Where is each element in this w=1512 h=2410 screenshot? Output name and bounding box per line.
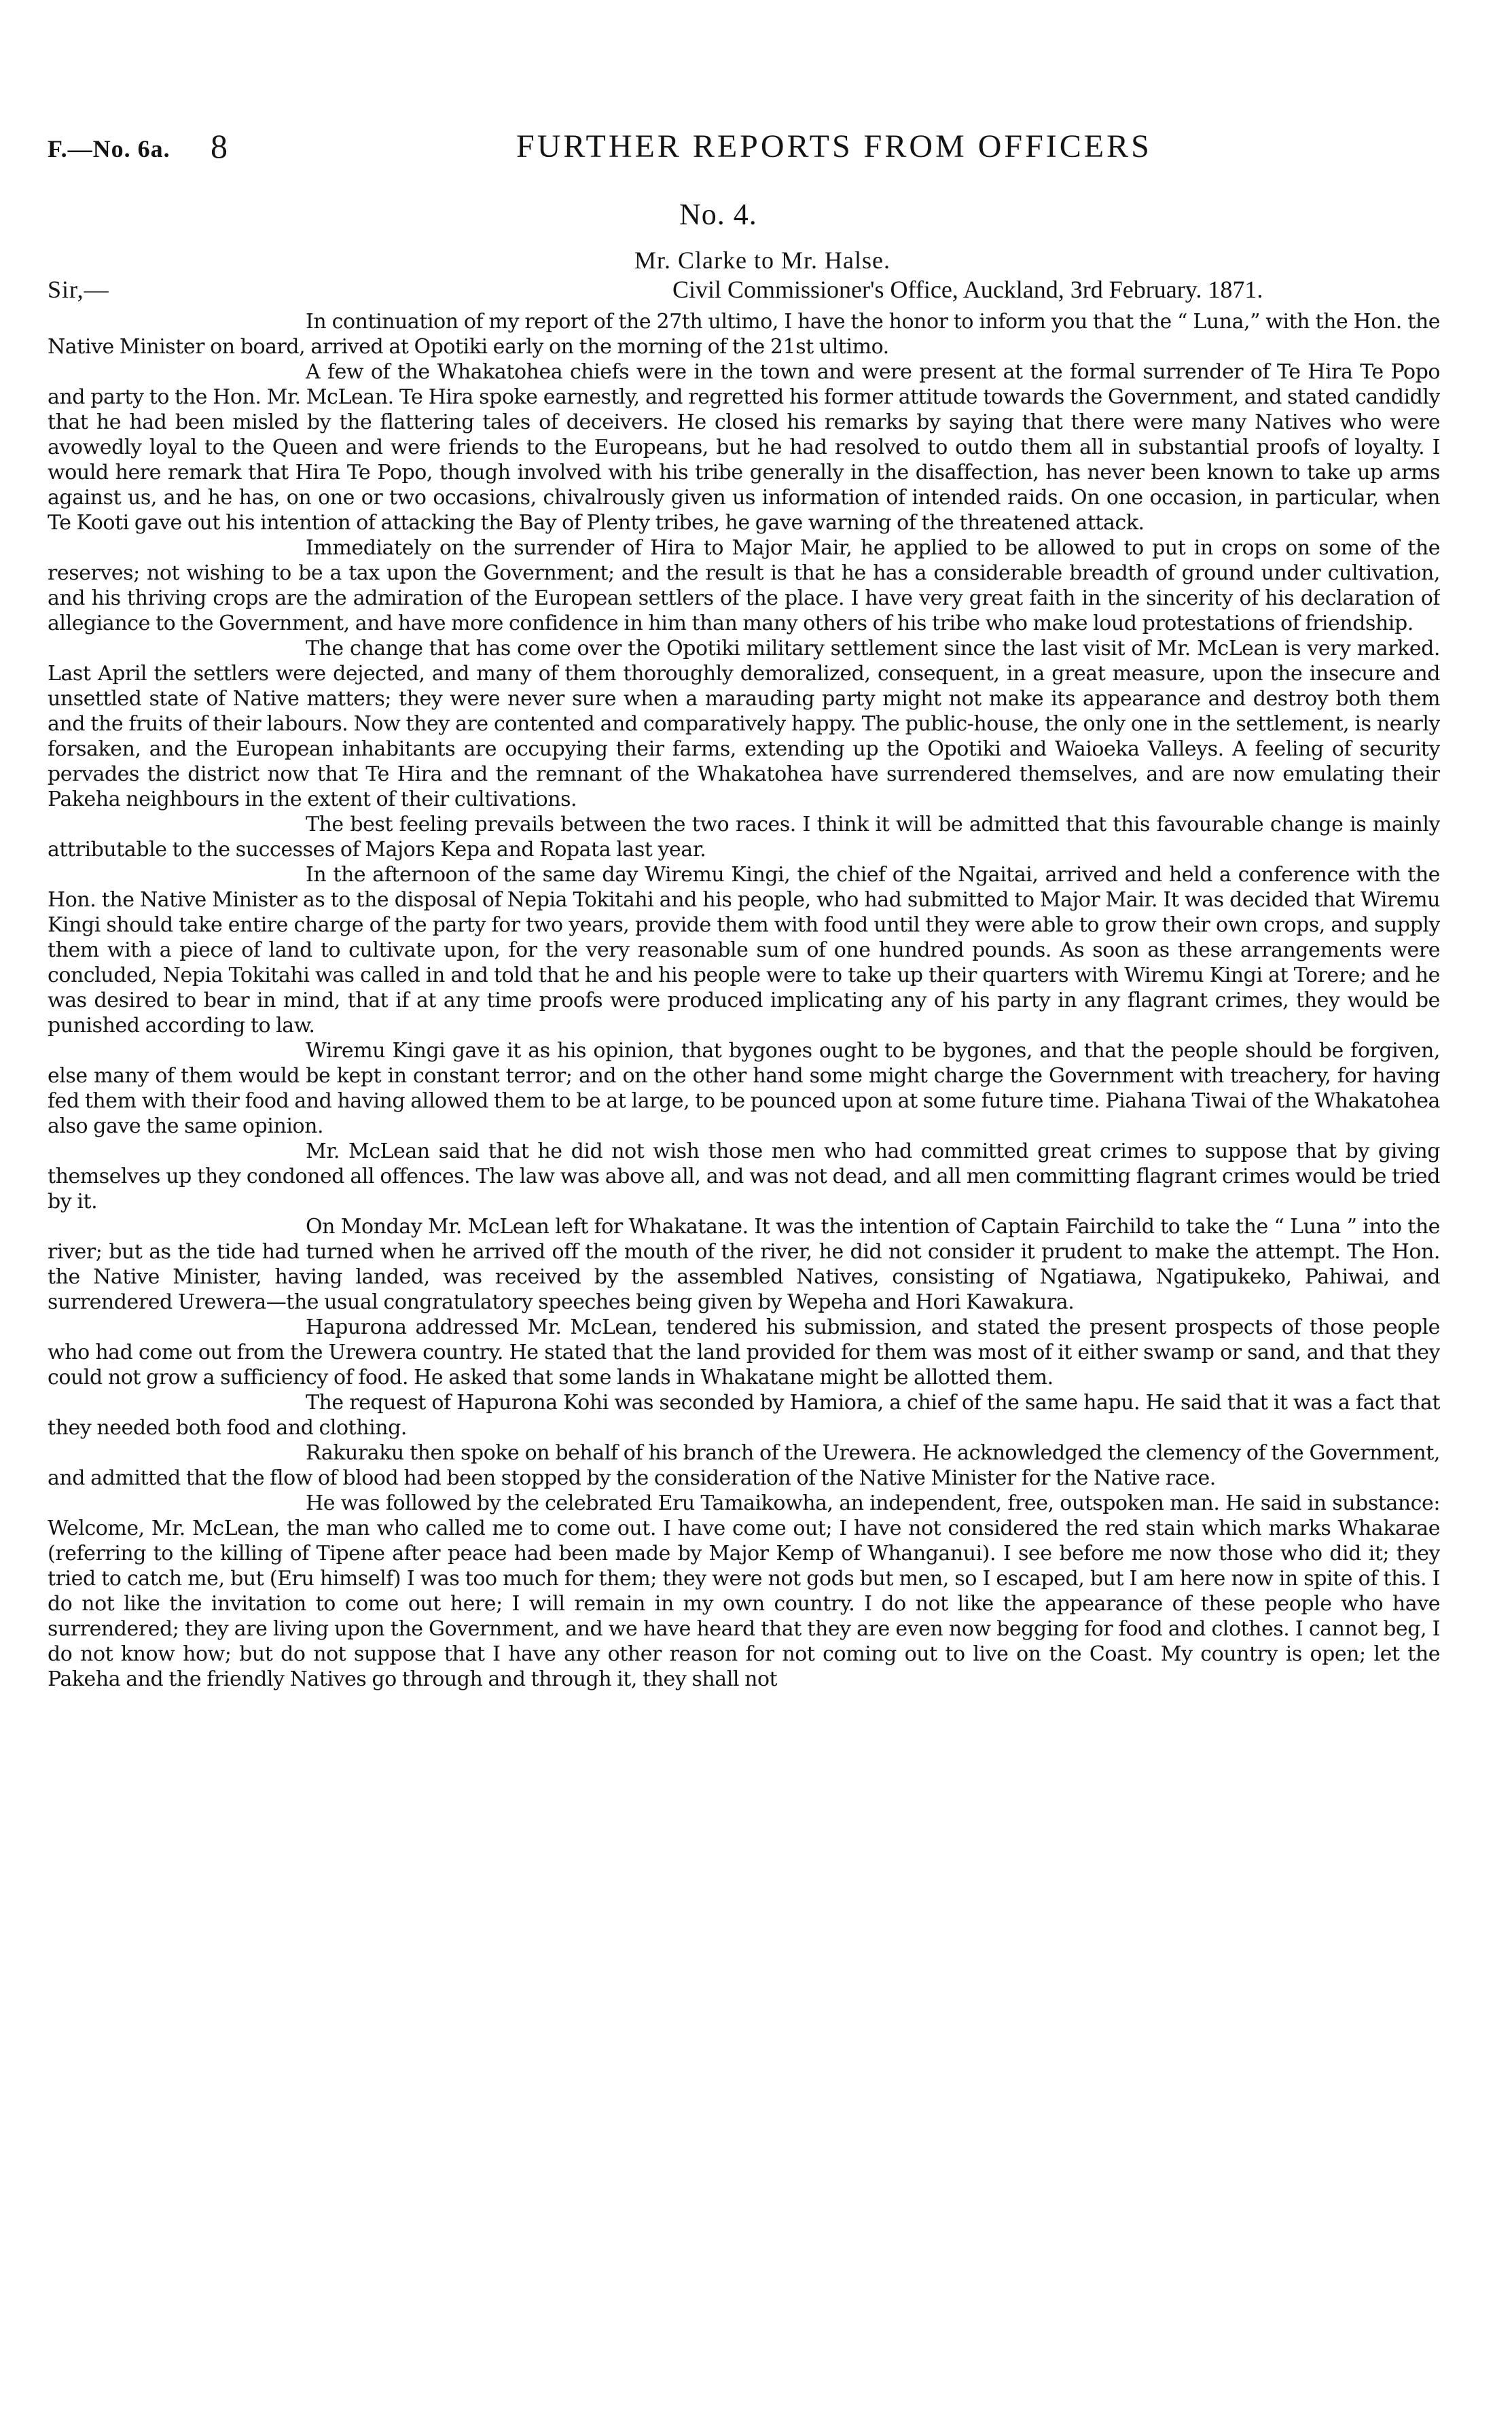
paragraph: In the afternoon of the same day Wiremu Kingi, the chief of the Ngaitai, arrived and held a conference with the Hon. the Native Minister as to the disposal of Nepia Tokitahi and his people, who had submitted to Major Mair. It was decided that Wiremu Kingi should take entire charge of the party for two years, provide them with food until they were able to grow their own crops, and supply them with a piece of land to cultivate upon, for the very reasonable sum of one hundred pounds. As soon as these arrangements were concluded, Nepia Tokitahi was called in and told that he and his people were to take up their quarters with Wiremu Kingi at Torere; and he was desired to bear in mind, that if at any time proofs were produced implicating any of his party in any flagrant crimes, they would be punished according to law.	[48, 863, 1440, 1038]
page-number: 8	[211, 127, 228, 165]
letter-dateline: Civil Commissioner's Office, Auckland, 3rd February. 1871.	[672, 276, 1263, 303]
paragraph: Mr. McLean said that he did not wish those men who had committed great crimes to suppose that by giving themselves up they condoned all offences. The law was above all, and was not dead, and all men committing flagrant crimes would be tried by it.	[48, 1139, 1440, 1213]
letter-salutation: Sir,—	[48, 276, 109, 303]
paragraph: Immediately on the surrender of Hira to Major Mair, he applied to be allowed to put in crops on some of the reserves; not wishing to be a tax upon the Government; and the result is that he has a considerable breadth of ground under cultivation, and his thriving crops are the admiration of the European settlers of the place. I have very great faith in the sincerity of his declaration of allegiance to the Government, and have more confidence in him than many others of his tribe who make loud protestations of friendship.	[48, 536, 1440, 635]
paragraph: A few of the Whakatohea chiefs were in the town and were present at the formal surrender of Te Hira Te Popo and party to the Hon. Mr. McLean. Te Hira spoke earnestly, and regretted his former attitude towards the Government, and stated candidly that he had been misled by the flattering tales of deceivers. He closed his remarks by saying that there were many Natives who were avowedly loyal to the Queen and were friends to the Europeans, but he had resolved to outdo them all in substantial proofs of loyalty. I would here remark that Hira Te Popo, though involved with his tribe generally in the disaffection, has never been known to take up arms against us, and he has, on one or two occasions, chivalrously given us information of intended raids. On one occasion, in particular, when Te Kooti gave out his intention of attacking the Bay of Plenty tribes, he gave warning of the threatened attack.	[48, 360, 1440, 535]
letter-from-to: Mr. Clarke to Mr. Halse.	[634, 247, 890, 274]
letter-number: No. 4.	[679, 198, 757, 231]
page-header	[48, 128, 1440, 175]
paragraph: Wiremu Kingi gave it as his opinion, that bygones ought to be bygones, and that the people should be forgiven, else many of them would be kept in constant terror; and on the other hand some might charge the Government with treachery, for having fed them with their food and having allowed them to be at large, to be pounced upon at some future time. Piahana Tiwai of the Whakatohea also gave the same opinion.	[48, 1039, 1440, 1138]
series-reference: F.—No. 6a.	[48, 135, 170, 162]
paragraph: On Monday Mr. McLean left for Whakatane. It was the intention of Captain Fairchild to take the “ Luna ” into the river; but as the tide had turned when he arrived off the mouth of the river, he did not consider it prudent to make the attempt. The Hon. the Native Minister, having landed, was received by the assembled Natives, consisting of Ngatiawa, Ngatipukeko, Pahiwai, and surrendered Urewera—the usual congratulatory speeches being given by Wepeha and Hori Kawakura.	[48, 1215, 1440, 1314]
paragraph: The change that has come over the Opotiki military settlement since the last visit of Mr. McLean is very marked. Last April the settlers were dejected, and many of them thoroughly demoralized, consequent, in a great measure, upon the insecure and unsettled state of Native matters; they were never sure when a marauding party might not make its appearance and destroy both them and the fruits of their labours. Now they are contented and comparatively happy. The public-house, the only one in the settlement, is nearly forsaken, and the European inhabitants are occupying their farms, extending up the Opotiki and Waioeka Valleys. A feeling of security pervades the district now that Te Hira and the remnant of the Whakatohea have surrendered themselves, and are now emulating their Pakeha neighbours in the extent of their cultivations.	[48, 637, 1440, 811]
paragraph: He was followed by the celebrated Eru Tamaikowha, an independent, free, outspoken man. He said in substance: Welcome, Mr. McLean, the man who called me to come out. I have come out; I have not considered the red stain which marks Whakarae (referring to the killing of Tipene after peace had been made by Major Kemp of Whanganui). I see before me now those who did it; they tried to catch me, but (Eru himself) I was too much for them; they were not gods but men, so I escaped, but I am here now in spite of this. I do not like the invitation to come out here; I will remain in my own country. I do not like the appearance of these people who have surrendered; they are living upon the Government, and we have heard that they are even now begging for food and clothes. I cannot beg, I do not know how; but do not suppose that I have any other reason for not coming out to live on the Coast. My country is open; let the Pakeha and the friendly Natives go through and through it, they shall not	[48, 1491, 1440, 1691]
paragraph: In continuation of my report of the 27th ultimo, I have the honor to inform you that the “ Luna,” with the Hon. the Native Minister on board, arrived at Opotiki early on the morning of the 21st ultimo.	[48, 310, 1440, 359]
paragraph: Rakuraku then spoke on behalf of his branch of the Urewera. He acknowledged the clemency of the Government, and admitted that the flow of blood had been stopped by the consideration of the Native Minister for the Native race.	[48, 1441, 1440, 1490]
paragraph: The best feeling prevails between the two races. I think it will be admitted that this favourable change is mainly attributable to the successes of Majors Kepa and Ropata last year.	[48, 813, 1440, 862]
letter-body	[48, 309, 1440, 2347]
paragraph: The request of Hapurona Kohi was seconded by Hamiora, a chief of the same hapu. He said that it was a fact that they needed both food and clothing.	[48, 1391, 1440, 1440]
paragraph: Hapurona addressed Mr. McLean, tendered his submission, and stated the present prospects of those people who had come out from the Urewera country. He stated that the land provided for them was most of it either swamp or sand, and that they could not grow a sufficiency of food. He asked that some lands in Whakatane might be allotted them.	[48, 1315, 1440, 1389]
running-title: FURTHER REPORTS FROM OFFICERS	[516, 128, 1152, 164]
